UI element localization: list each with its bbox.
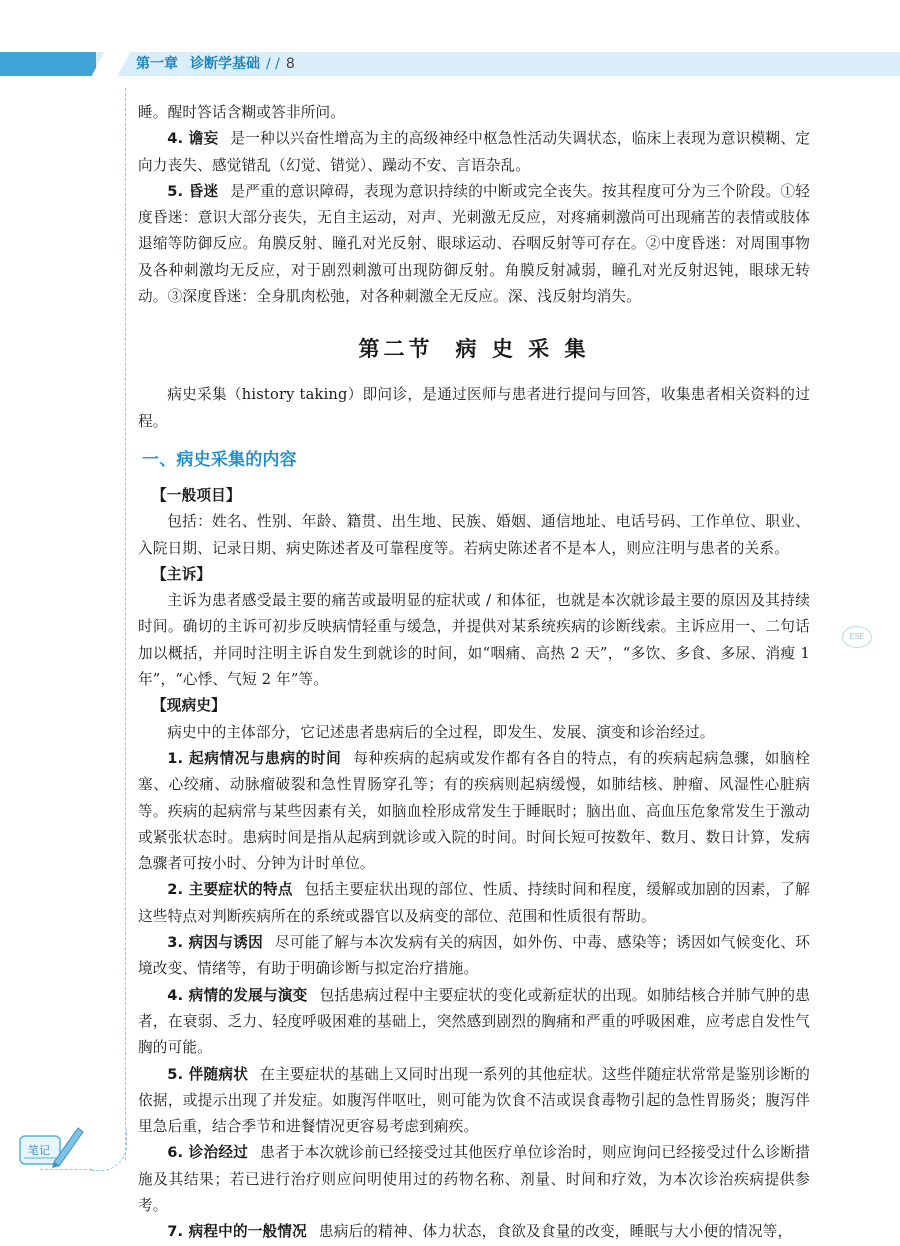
list-item (138, 1062, 810, 1141)
list-item (138, 746, 810, 877)
list-item (138, 1140, 810, 1219)
list-item (138, 877, 810, 930)
item-coma (138, 179, 810, 310)
list-item (138, 930, 810, 983)
header-tab (0, 52, 96, 76)
header-band (0, 52, 900, 76)
chapter-title: 诊断学基础 (190, 56, 260, 72)
general-items-heading: 【一般项目】 (152, 486, 241, 504)
notes-margin-line (125, 88, 126, 1160)
chief-complaint-text: 主诉为患者感受最主要的痛苦或最明显的症状或 / 和体征，也就是本次就诊最主要的原因及其持续时间。确切的主诉可初步反映病情轻重与缓急，并提供对某系统疾病的诊断线索。主诉应用一、二句话加以概括，并同时注明主诉自发生到就诊的时间，如“咽痛、高热 2 天”，“多饮、多食、多尿、消瘦 1 年”，“心悸、气短 2 年”等。 (138, 592, 810, 689)
present-illness-label (138, 693, 810, 719)
present-illness-text: 病史中的主体部分，它记述患者患病后的全过程，即发生、发展、演变和诊治经过。 (167, 723, 715, 741)
notes-badge-label: 笔记 (28, 1144, 50, 1157)
side-stamp-icon: E5E (842, 626, 872, 648)
item-delirium (138, 126, 810, 179)
list-item-term: 4. 病情的发展与演变 (167, 986, 308, 1004)
list-item-term: 5. 伴随病状 (167, 1065, 249, 1083)
chapter-label: 第一章 (136, 56, 178, 72)
general-items-label (138, 483, 810, 509)
continuation-paragraph: 睡。醒时答话含糊或答非所问。 (138, 104, 346, 121)
list-item-term: 6. 诊治经过 (167, 1144, 249, 1162)
list-item-term: 7. 病程中的一般情况 (167, 1223, 307, 1241)
present-illness-heading: 【现病史】 (152, 697, 226, 715)
list-item-term: 2. 主要症状的特点 (167, 881, 293, 899)
section-name: 病 史 采 集 (455, 336, 590, 362)
item-coma-text: 是严重的意识障碍，表现为意识持续的中断或完全丧失。按其程度可分为三个阶段。①轻度昏迷：意识大部分丧失，无自主运动，对声、光刺激无反应，对疼痛刺激尚可出现痛苦的表情或肢体退缩等防御反应。角膜反射、瞳孔对光反射、眼球运动、吞咽反射等可存在。②中度昏迷：对周围事物及各种刺激均无反应，对于剧烈刺激可出现防御反射。角膜反射减弱，瞳孔对光反射迟钝，眼球无转动。③深度昏迷：全身肌肉松弛，对各种刺激全无反应。深、浅反射均消失。 (138, 182, 810, 306)
item-coma-heading: 5. 昏迷 (167, 182, 219, 200)
list-item-term: 3. 病因与诱因 (167, 934, 263, 952)
running-header (136, 53, 295, 75)
general-items-text: 包括：姓名、性别、年龄、籍贯、出生地、民族、婚姻、通信地址、电话号码、工作单位、职业、入院日期、记录日期、病史陈述者及可靠程度等。若病史陈述者不是本人，则应注明与患者的关系。 (138, 513, 810, 557)
list-item-text: 患者于本次就诊前已经接受过其他医疗单位诊治时，则应询问已经接受过什么诊断措施及其结果；若已进行治疗则应问明使用过的药物名称、剂量、时间和疗效，为本次诊治疾病提供参考。 (138, 1144, 810, 1214)
list-item-text: 尽可能了解与本次发病有关的病因，如外伤、中毒、感染等；诱因如气候变化、环境改变、情绪等，有助于明确诊断与拟定治疗措施。 (138, 934, 810, 978)
section-title (138, 334, 810, 364)
list-item (138, 983, 810, 1062)
list-item-text: 每种疾病的起病或发作都有各自的特点，有的疾病起病急骤，如脑栓塞、心绞痛、动脉瘤破裂和急性胃肠穿孔等；有的疾病则起病缓慢，如肺结核、肿瘤、风湿性心脏病等。疾病的起病常与某些因素有关，如脑血栓形成常发生于睡眠时；脑出血、高血压危象常发生于激动或紧张状态时。患病时间是指从起病到就诊或入院的时间。时间长短可按数年、数月、数日计算，发病急骤者可按小时、分钟为计时单位。 (138, 749, 810, 873)
list-item-text: 包括主要症状出现的部位、性质、持续时间和程度，缓解或加剧的因素，了解这些特点对判断疾病所在的系统或器官以及病变的部位、范围和性质很有帮助。 (138, 881, 810, 925)
item-delirium-heading: 4. 谵妄 (167, 130, 219, 148)
notes-margin-curve (90, 1130, 127, 1171)
list-item-text: 患病后的精神、体力状态，食欲及食量的改变，睡眠与大小便的情况等， (318, 1223, 793, 1241)
chief-complaint-label (138, 562, 810, 588)
header-slashes: / / (266, 56, 280, 72)
list-item-text: 在主要症状的基础上又同时出现一系列的其他症状。这些伴随症状常常是鉴别诊断的依据，或提示出现了并发症。如腹泻伴呕吐，则可能为饮食不洁或误食毒物引起的急性胃肠炎；腹泻伴里急后重，结合季节和进餐情况更容易考虑到痢疾。 (138, 1065, 810, 1136)
section-intro: 病史采集（history taking）即问诊，是通过医师与患者进行提问与回答，收集患者相关资料的过程。 (138, 386, 810, 430)
item-delirium-text: 是一种以兴奋性增高为主的高级神经中枢急性活动失调状态，临床上表现为意识模糊、定向力丧失、感觉错乱（幻觉、错觉）、躁动不安、言语杂乱。 (138, 130, 810, 174)
page-number: 8 (285, 56, 295, 72)
section-number: 第二节 (358, 336, 434, 362)
list-item-term: 1. 起病情况与患病的时间 (167, 749, 342, 767)
subsection-title: 一、病史采集的内容 (142, 449, 297, 470)
page-body (138, 100, 810, 1246)
chief-complaint-heading: 【主诉】 (152, 565, 212, 583)
list-item-text: 包括患病过程中主要症状的变化或新症状的出现。如肺结核合并肺气肿的患者，在衰弱、乏力、轻度呼吸困难的基础上，突然感到剧烈的胸痛和严重的呼吸困难，应考虑自发性气胸的可能。 (138, 986, 811, 1057)
list-item (138, 1219, 810, 1245)
notes-pencil-icon (16, 1118, 86, 1172)
